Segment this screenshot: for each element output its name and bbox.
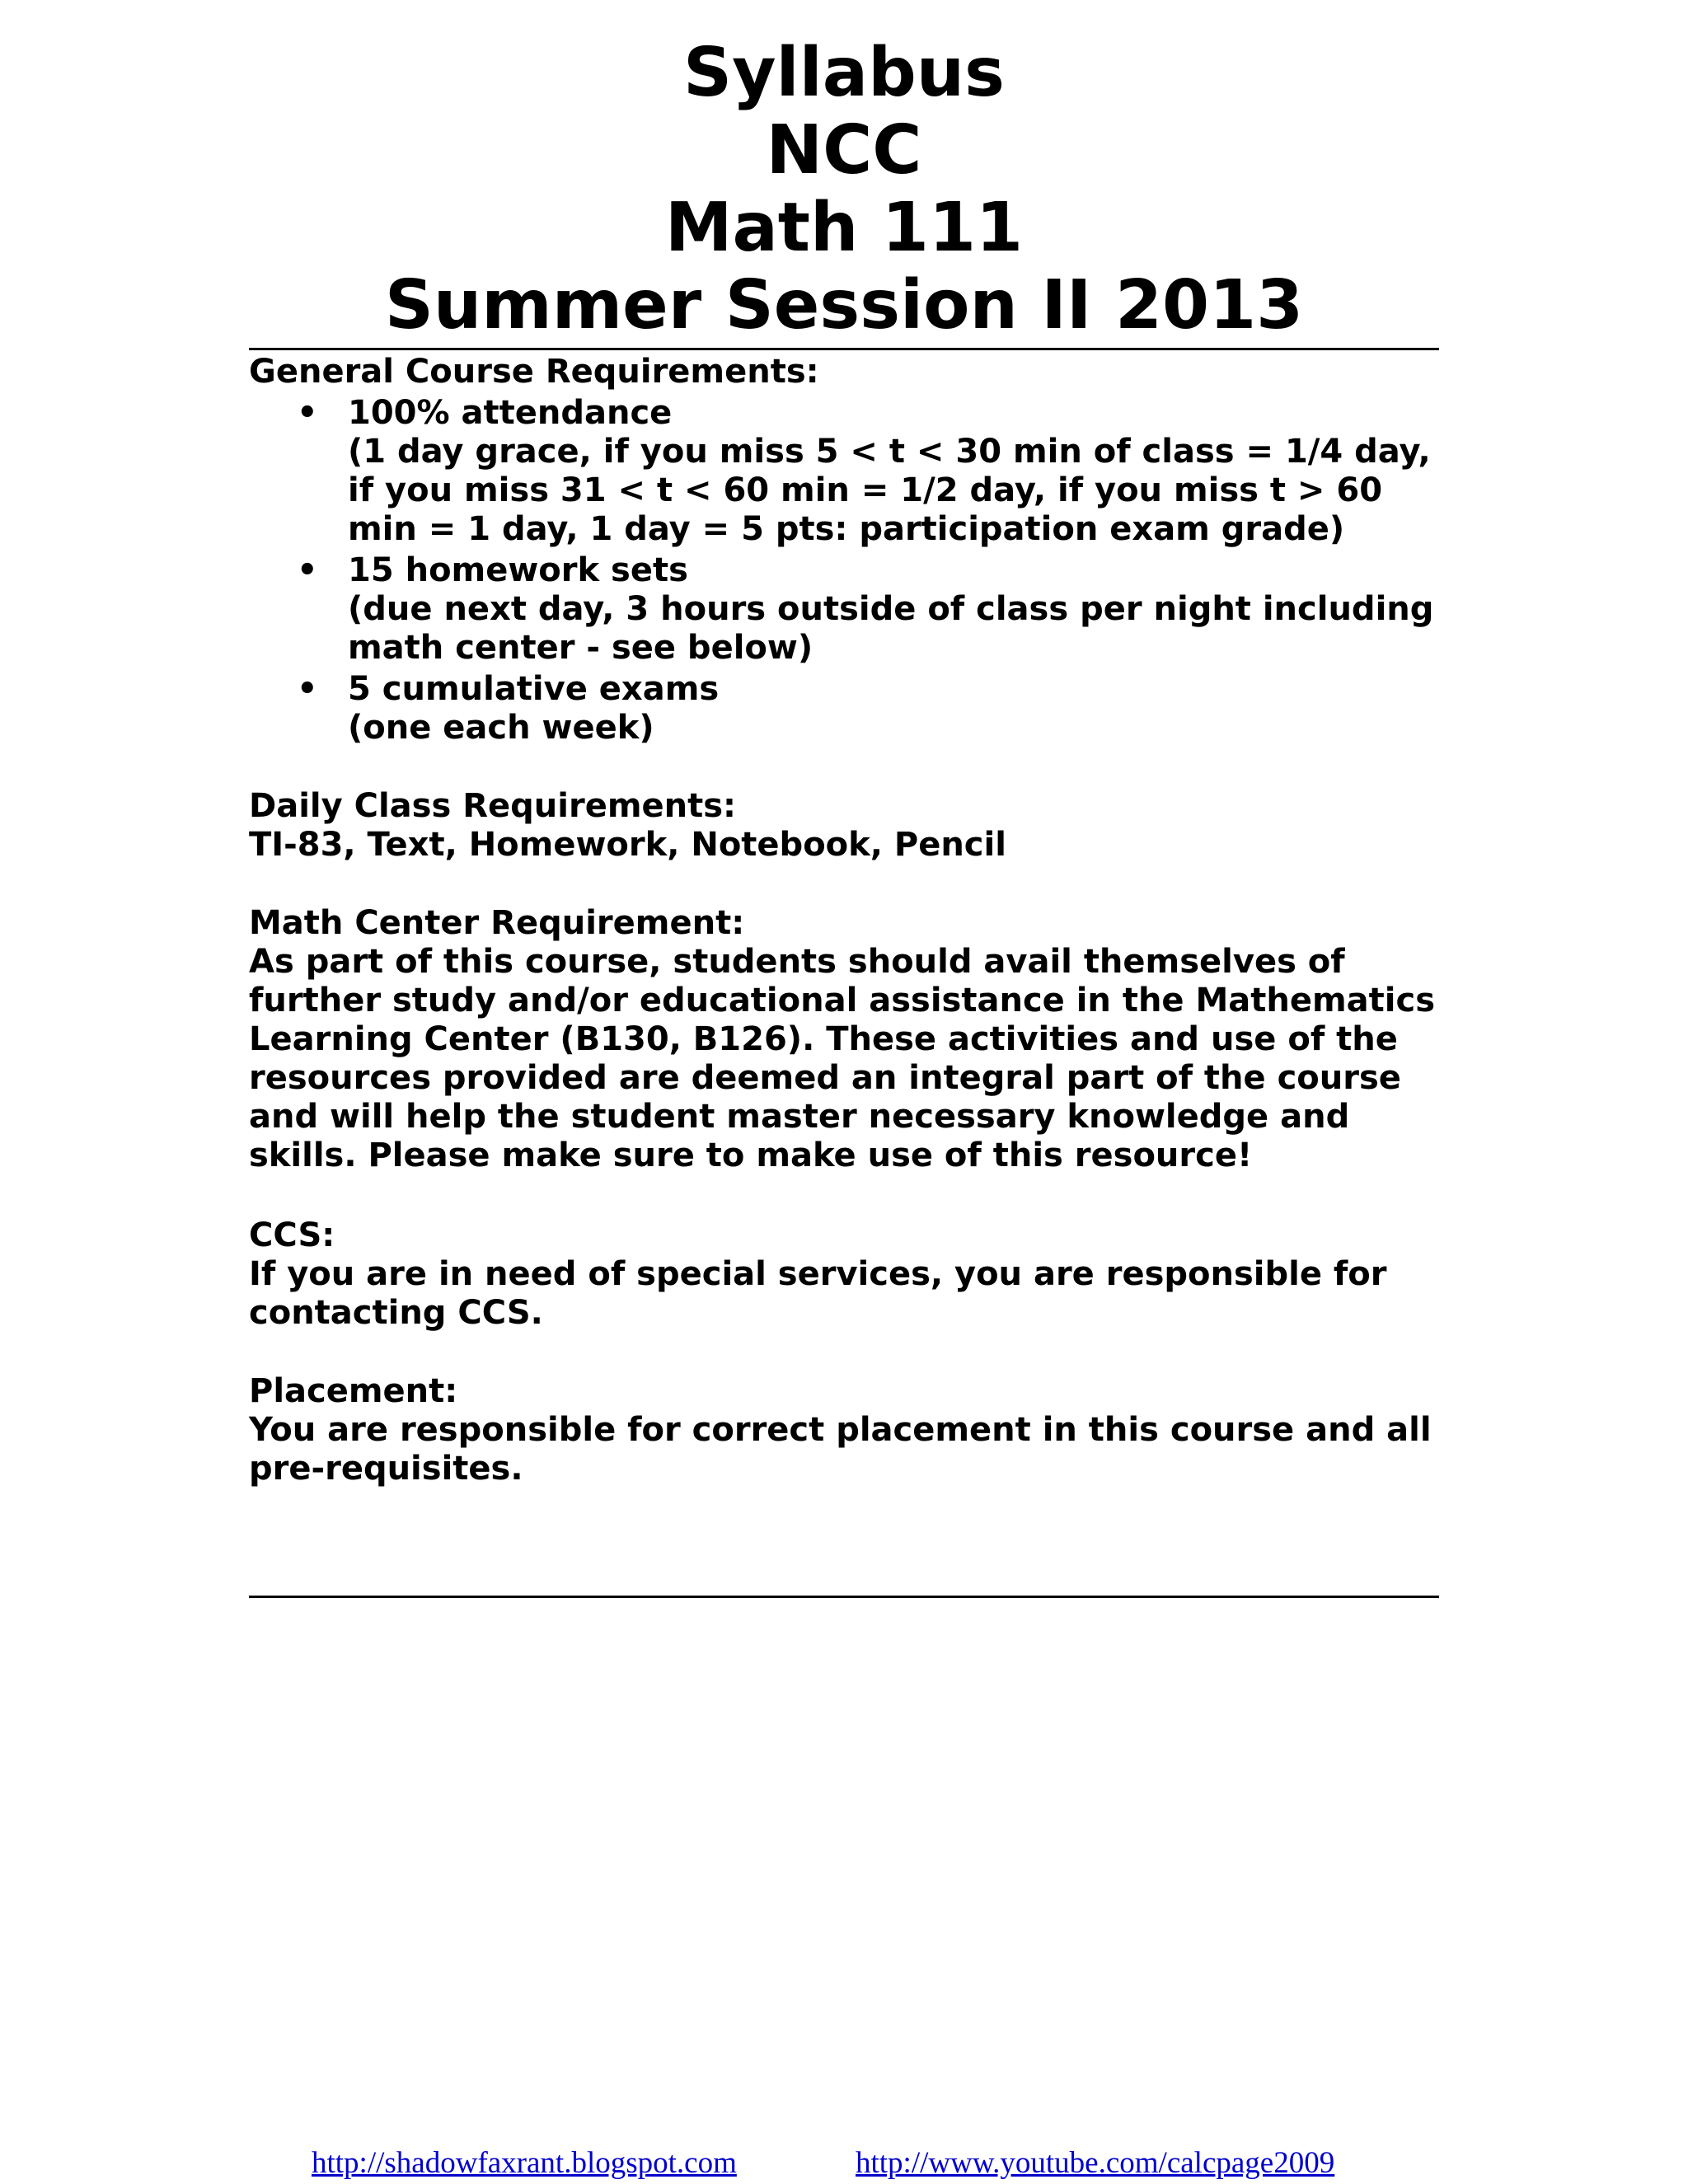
list-item-title: 100% attendance (348, 394, 673, 432)
general-requirements-heading: General Course Requirements: (249, 353, 819, 391)
youtube-link[interactable]: http://www.youtube.com/calcpage2009 (856, 2146, 1335, 2180)
math-center-text: As part of this course, students should avail themselves of further study and/or educational assistance in the Mathematics Learning Center (B130, B126). These activities and use of the resources provided are deemed an integral part of the course and will help the student master necessary knowledge and skills. Please make sure to make use of this resource! (249, 943, 1436, 1174)
top-divider (249, 348, 1439, 350)
list-item (249, 670, 1452, 748)
list-item-detail: (one each week) (348, 709, 654, 747)
document-title (0, 35, 1688, 344)
title-line-session: Summer Session II 2013 (384, 266, 1304, 344)
blog-link[interactable]: http://shadowfaxrant.blogspot.com (312, 2146, 737, 2180)
ccs-text: If you are in need of special services, you are responsible for contacting CCS. (249, 1255, 1387, 1332)
spacer (249, 1175, 1452, 1216)
list-item-title: 15 homework sets (348, 551, 688, 589)
placement-heading: Placement: (249, 1372, 458, 1410)
general-requirements-section (249, 353, 1452, 748)
spacer (249, 1333, 1452, 1372)
placement-section (249, 1372, 1452, 1488)
syllabus-body (249, 353, 1452, 1488)
daily-requirements-text: TI-83, Text, Homework, Notebook, Pencil (249, 826, 1006, 864)
list-item (249, 551, 1452, 668)
requirements-list (249, 394, 1452, 748)
spacer (249, 748, 1452, 787)
math-center-heading: Math Center Requirement: (249, 904, 745, 942)
title-line-course: Math 111 (664, 189, 1024, 267)
math-center-section (249, 904, 1452, 1175)
list-item-detail: (1 day grace, if you miss 5 < t < 30 min of class = 1/4 day, if you miss 31 < t < 60 min = 1/2 day, if you miss t > 60 min = 1 day, 1 day = 5 pts: participation exam grade) (348, 433, 1431, 548)
title-line-college: NCC (766, 111, 922, 190)
ccs-section (249, 1216, 1452, 1333)
bottom-divider (249, 1596, 1439, 1598)
daily-requirements-section (249, 787, 1452, 865)
daily-requirements-heading: Daily Class Requirements: (249, 787, 737, 825)
list-item (249, 394, 1452, 549)
title-line-syllabus: Syllabus (683, 34, 1005, 112)
list-item-title: 5 cumulative exams (348, 670, 720, 708)
spacer (249, 865, 1452, 904)
bullet-icon: • (297, 551, 318, 589)
ccs-heading: CCS: (249, 1216, 335, 1254)
bullet-icon: • (297, 670, 318, 708)
placement-text: You are responsible for correct placement in this course and all pre-requisites. (249, 1411, 1432, 1488)
bullet-icon: • (297, 394, 318, 432)
list-item-detail: (due next day, 3 hours outside of class per night including math center - see below) (348, 590, 1434, 667)
